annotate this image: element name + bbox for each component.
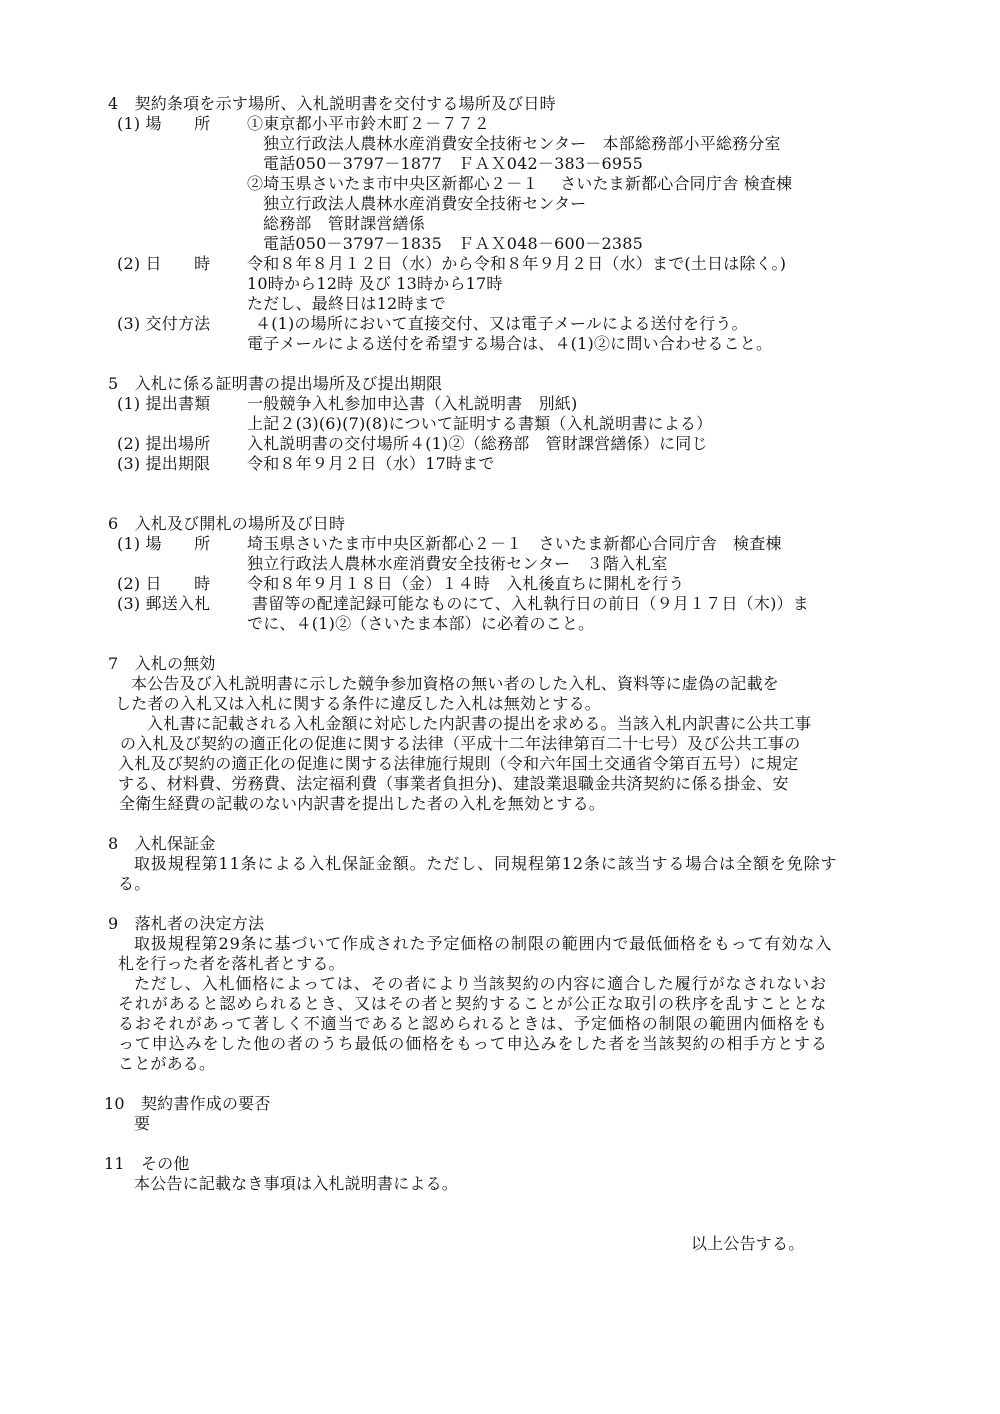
s6-mail-line1: 書留等の配達記録可能なものにて、入札執行日の前日（９月１７日（木)）ま (252, 594, 809, 613)
s11-value: 本公告に記載なき事項は入札説明書による。 (134, 1174, 459, 1193)
s4-date-line2: 10時から12時 及び 13時から17時 (247, 274, 503, 293)
s9-p2-line5: ことがある。 (118, 1054, 216, 1073)
s8-line1: 取扱規程第11条による入札保証金額。ただし、同規程第12条に該当する場合は全額を免除す (134, 854, 838, 873)
s4-place-2-line4: 電話050－3797－1835 ＦＡＸ048－600－2385 (263, 234, 643, 253)
closing-statement: 以上公告する。 (691, 1234, 805, 1253)
s6-mail-line2: でに、４(1)②（さいたま本部）に必着のこと。 (247, 614, 595, 633)
s6-date-value: 令和８年９月１８日（金）１４時 入札後直ちに開札を行う (247, 574, 685, 593)
s4-method-label: (3) 交付方法 (117, 314, 211, 333)
s8-line2: る。 (118, 874, 151, 893)
s5-place-label: (2) 提出場所 (117, 434, 211, 453)
s4-method-line2: 電子メールによる送付を希望する場合は、４(1)②に問い合わせること。 (247, 334, 773, 353)
s6-mail-label: (3) 郵送入札 (117, 594, 211, 613)
s6-place-line1: 埼玉県さいたま市中央区新都心２－１ さいたま新都心合同庁舎 検査棟 (247, 534, 782, 553)
s7-p2-line1: 入札書に記載される入札金額に対応した内訳書の提出を求める。当該入札内訳書に公共工事 (147, 714, 812, 733)
s4-place-2-line2: 独立行政法人農林水産消費安全技術センター (263, 194, 587, 213)
s9-p2-line3: るおそれがあって著しく不適当であると認められるときは、予定価格の制限の範囲内価格をも (118, 1014, 828, 1033)
section-5-heading: 5 入札に係る証明書の提出場所及び提出期限 (108, 374, 443, 393)
section-6-heading: 6 入札及び開札の場所及び日時 (108, 514, 346, 533)
s9-p2-line1: ただし、入札価格によっては、その者により当該契約の内容に適合した履行がなされないお (134, 974, 827, 993)
s7-p2-line5: 全衛生経費の記載のない内訳書を提出した者の入札を無効とする。 (119, 794, 606, 813)
s7-p1-line2: した者の入札又は入札に関する条件に違反した入札は無効とする。 (115, 694, 602, 713)
s7-p1-line1: 本公告及び入札説明書に示した競争参加資格の無い者のした入札、資料等に虚偽の記載を (131, 674, 780, 693)
s5-docs-line2: 上記２(3)(6)(7)(8)について証明する書類（入札説明書による） (247, 414, 713, 433)
section-9-heading: 9 落札者の決定方法 (108, 914, 265, 933)
section-7-heading: 7 入札の無効 (108, 654, 216, 673)
s4-date-line3: ただし、最終日は12時まで (247, 294, 446, 313)
s5-docs-label: (1) 提出書類 (117, 394, 211, 413)
s9-p1-line2: 札を行った者を落札者とする。 (118, 954, 345, 973)
s4-place-1-line2: 独立行政法人農林水産消費安全技術センター 本部総務部小平総務分室 (263, 134, 781, 153)
s4-place-label: (1) 場 所 (117, 114, 211, 133)
s4-place-1-line3: 電話050－3797－1877 ＦＡＸ042－383－6955 (263, 154, 643, 173)
s6-place-label: (1) 場 所 (117, 534, 211, 553)
s6-place-line2: 独立行政法人農林水産消費安全技術センター ３階入札室 (247, 554, 668, 573)
s4-place-2-line3: 総務部 管財課営繕係 (263, 214, 426, 233)
section-4-heading: 4 契約条項を示す場所、入札説明書を交付する場所及び日時 (108, 94, 556, 113)
s4-place-2-line1: ②埼玉県さいたま市中央区新都心２－１ さいたま新都心合同庁舎 検査棟 (247, 174, 793, 193)
s9-p2-line2: それがあると認められるとき、又はその者と契約することが公正な取引の秩序を乱すこととな (118, 994, 828, 1013)
s5-deadline-value: 令和８年９月２日（水）17時まで (247, 454, 495, 473)
s10-value: 要 (134, 1114, 151, 1133)
s7-p2-line3: 入札及び契約の適正化の促進に関する法律施行規則（令和六年国土交通省令第百五号）に規定 (118, 754, 799, 773)
s4-date-label: (2) 日 時 (117, 254, 211, 273)
s5-docs-line1: 一般競争入札参加申込書（入札説明書 別紙) (247, 394, 578, 413)
s7-p2-line2: の入札及び契約の適正化の促進に関する法律（平成十二年法律第百二十七号）及び公共工事の (120, 734, 801, 753)
section-11-heading: 11 その他 (104, 1154, 190, 1173)
s9-p1-line1: 取扱規程第29条に基づいて作成された予定価格の制限の範囲内で最低価格をもって有効な入 (134, 934, 833, 953)
s4-method-line1: ４(1)の場所において直接交付、又は電子メールによる送付を行う。 (255, 314, 748, 333)
section-10-heading: 10 契約書作成の要否 (104, 1094, 271, 1113)
s5-place-value: 入札説明書の交付場所４(1)②（総務部 管財課営繕係）に同じ (247, 434, 708, 453)
s5-deadline-label: (3) 提出期限 (117, 454, 211, 473)
s4-date-line1: 令和８年８月１２日（水）から令和８年９月２日（水）まで(土日は除く。) (247, 254, 787, 273)
s7-p2-line4: する、材料費、労務費、法定福利費（事業者負担分)、建設業退職金共済契約に係る掛金、安 (118, 774, 789, 793)
s4-place-1-line1: ①東京都小平市鈴木町２－７７２ (247, 114, 491, 133)
section-8-heading: 8 入札保証金 (108, 834, 216, 853)
s6-date-label: (2) 日 時 (117, 574, 211, 593)
s9-p2-line4: って申込みをした他の者のうち最低の価格をもって申込みをした者を当該契約の相手方とする (118, 1034, 828, 1053)
